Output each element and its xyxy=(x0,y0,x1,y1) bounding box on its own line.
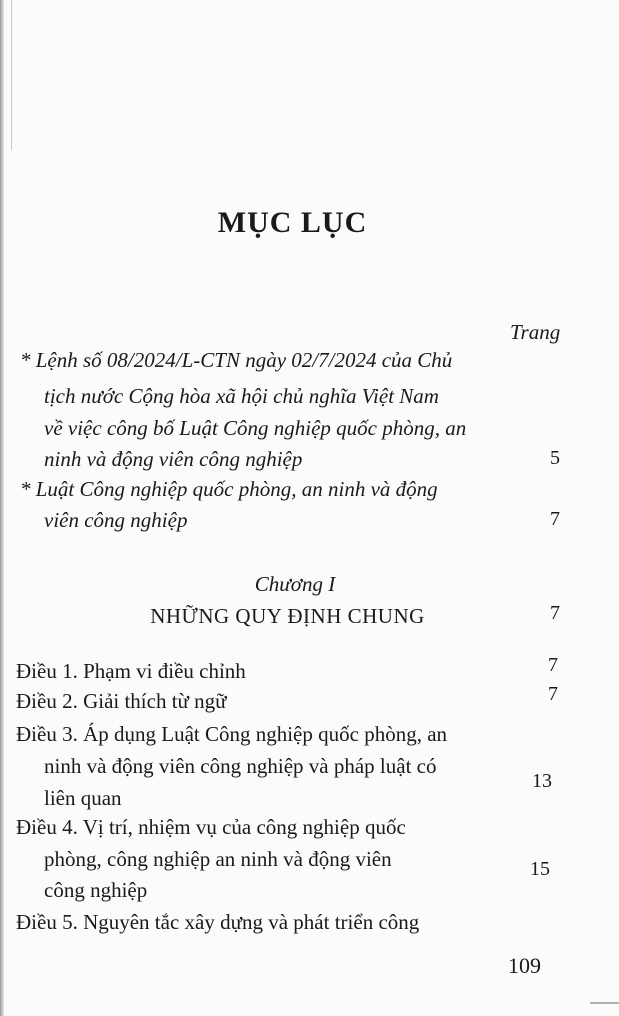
toc-page-number: 7 xyxy=(548,683,558,705)
toc-article-line: Điều 3. Áp dụng Luật Công nghiệp quốc phòng, an xyxy=(16,722,448,746)
page-folio-number: 109 xyxy=(508,953,541,978)
toc-entry-line: ninh và động viên công nghiệp xyxy=(44,447,303,471)
page-edge-line xyxy=(11,0,12,150)
page-column-label: Trang xyxy=(510,320,561,344)
page-corner-mark xyxy=(590,1002,619,1004)
toc-article-line: Điều 2. Giải thích từ ngữ xyxy=(16,689,227,713)
toc-page-number: 7 xyxy=(550,508,560,530)
chapter-title: NHỮNG QUY ĐỊNH CHUNG xyxy=(150,604,425,628)
chapter-label: Chương I xyxy=(254,572,336,596)
toc-article-line: Điều 1. Phạm vi điều chỉnh xyxy=(16,659,246,683)
toc-article-line: Điều 5. Nguyên tắc xây dựng và phát triển công xyxy=(16,910,420,934)
toc-article-line: Điều 4. Vị trí, nhiệm vụ của công nghiệp quốc xyxy=(16,815,406,839)
toc-entry-line: tịch nước Cộng hòa xã hội chủ nghĩa Việt Nam xyxy=(44,384,439,408)
toc-entry-line: * Luật Công nghiệp quốc phòng, an ninh và động xyxy=(20,477,438,501)
toc-page-number: 7 xyxy=(548,654,558,676)
toc-page-number: 15 xyxy=(530,858,550,880)
toc-article-line: công nghiệp xyxy=(44,878,148,902)
page-title: MỤC LỤC xyxy=(217,206,368,239)
toc-entry-line: * Lệnh số 08/2024/L-CTN ngày 02/7/2024 của Chủ xyxy=(20,348,453,372)
page-edge-shadow xyxy=(0,0,4,1016)
toc-article-line: ninh và động viên công nghiệp và pháp luật có xyxy=(44,754,437,778)
toc-entry-line: về việc công bố Luật Công nghiệp quốc phòng, an xyxy=(44,416,467,440)
toc-article-line: phòng, công nghiệp an ninh và động viên xyxy=(44,847,392,871)
toc-page-number: 13 xyxy=(532,770,552,792)
toc-entry-line: viên công nghiệp xyxy=(44,508,188,532)
toc-page-number: 5 xyxy=(550,447,560,469)
toc-article-line: liên quan xyxy=(44,786,122,810)
toc-page-number: 7 xyxy=(550,602,560,624)
